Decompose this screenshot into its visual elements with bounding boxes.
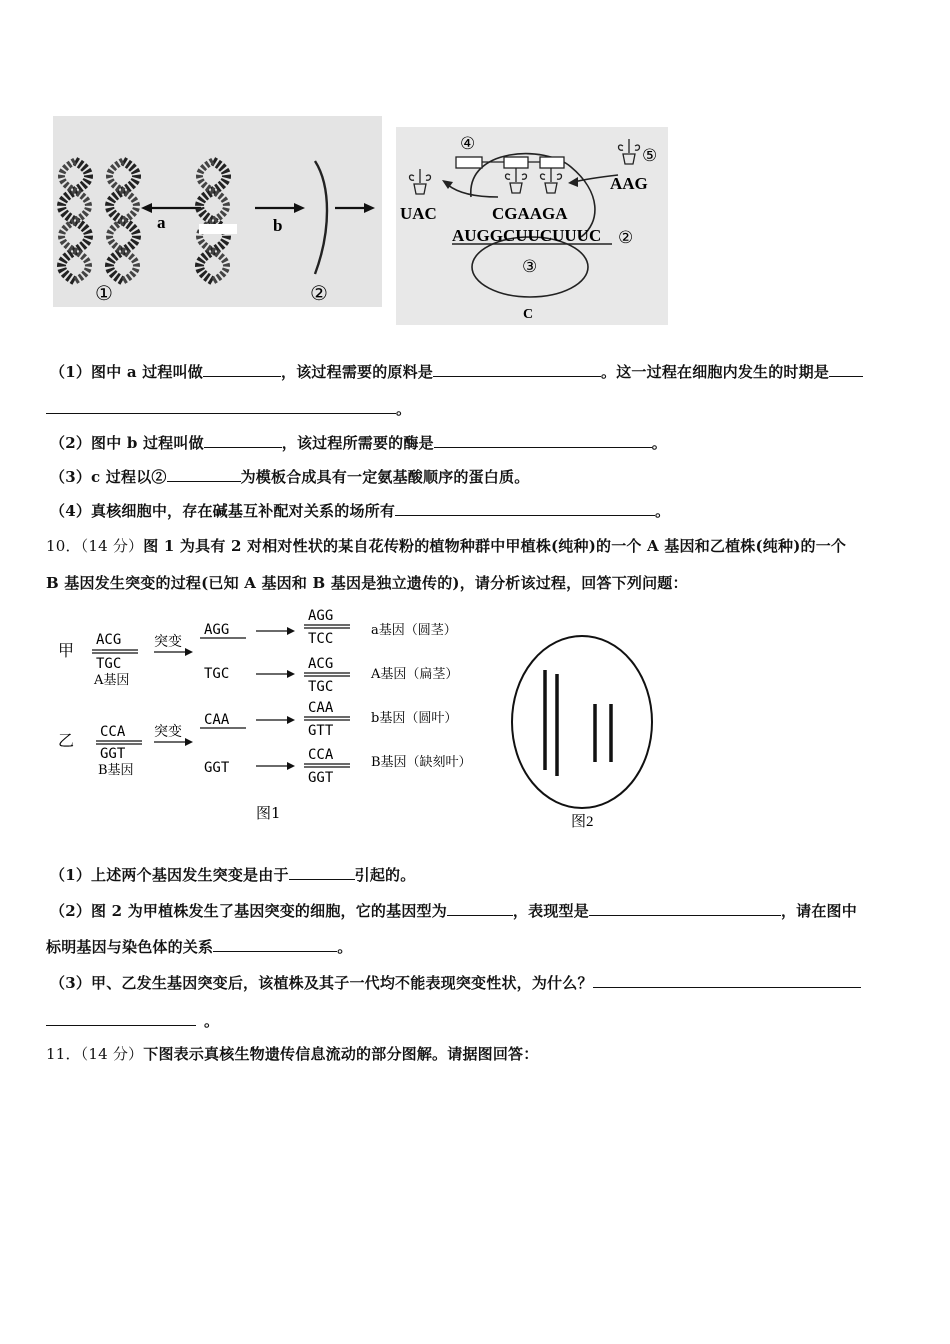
- answer-blank[interactable]: [589, 901, 781, 916]
- label-c: C: [523, 307, 534, 322]
- answer-blank[interactable]: [46, 1011, 196, 1026]
- q10-stem-2: B 基因发生突变的过程(已知 A 基因和 B 基因是独立遗传的)，请分析该过程，回答下列问题：: [46, 574, 688, 592]
- trna-free-right-icon: [619, 139, 640, 164]
- mrna-strand: [315, 161, 327, 274]
- q10-part2-cont: 标明基因与染色体的关系 。: [46, 938, 353, 956]
- answer-blank[interactable]: [167, 467, 241, 482]
- svg-text:AGG: AGG: [204, 622, 230, 638]
- q10-part1: （1）上述两个基因发生突变是由于 引起的。: [50, 866, 416, 884]
- svg-text:b基因（圆叶）: b基因（圆叶）: [371, 711, 458, 726]
- dna-helix-1: [62, 161, 89, 281]
- answer-blank[interactable]: [204, 433, 282, 448]
- svg-text:a基因（圆茎）: a基因（圆茎）: [371, 623, 457, 638]
- svg-text:ACG: ACG: [308, 656, 334, 672]
- yi-top-strand: CCA: [100, 724, 126, 740]
- cell-outline: [512, 636, 652, 808]
- label-circle-5: ⑤: [642, 146, 658, 165]
- answer-blank[interactable]: [46, 399, 396, 414]
- svg-text:GGT: GGT: [204, 760, 230, 776]
- label-mrna-sequence: AUGGCUUCUUUC: [452, 226, 602, 245]
- q9-part3: （3）c 过程以② 为模板合成具有一定氨基酸顺序的蛋白质。: [50, 468, 530, 486]
- answer-blank[interactable]: [203, 362, 281, 377]
- trna-free-left-icon: [410, 169, 431, 194]
- dna-helix-3: [199, 161, 237, 281]
- label-circle-2: ②: [310, 283, 328, 305]
- label-b: b: [273, 216, 283, 235]
- svg-text:CAA: CAA: [308, 700, 334, 716]
- amino-acid-box: [540, 157, 564, 168]
- svg-text:TGC: TGC: [308, 679, 334, 695]
- label-jia: 甲: [58, 641, 75, 660]
- label-anticodon: CGAAGA: [492, 204, 568, 223]
- answer-blank[interactable]: [289, 865, 355, 880]
- jia-bottom-strand: TGC: [96, 656, 122, 672]
- helix-diagram: [53, 116, 382, 307]
- dna-helix-2: [110, 161, 137, 281]
- jia-top-strand: ACG: [96, 632, 122, 648]
- svg-text:CAA: CAA: [204, 712, 230, 728]
- label-circle-2b: ②: [618, 228, 634, 247]
- figure-replication-transcription: [53, 116, 382, 307]
- svg-text:B基因（缺刻叶）: B基因（缺刻叶）: [371, 755, 472, 770]
- svg-text:TCC: TCC: [308, 631, 334, 647]
- svg-text:A基因（扁茎）: A基因（扁茎）: [371, 667, 459, 682]
- fig1-row: [204, 747, 472, 786]
- label-circle-1: ①: [95, 283, 113, 305]
- q9-part1-cont: 。: [46, 398, 411, 419]
- figure-2-caption: 图2: [571, 814, 594, 830]
- answer-blank[interactable]: [395, 501, 655, 516]
- label-a: a: [157, 213, 166, 232]
- label-circle-3: ③: [522, 257, 538, 276]
- jia-gene-label: A基因: [94, 673, 130, 688]
- q10-part2: （2）图 2 为甲植株发生了基因突变的细胞，它的基因型为 ，表现型是 ，请在图中: [50, 902, 857, 920]
- yi-gene-label: B基因: [98, 763, 134, 778]
- answer-blank[interactable]: [213, 937, 337, 952]
- mutation-label-yi: 突变: [154, 724, 182, 740]
- q10-part3-cont: 。: [46, 1010, 219, 1031]
- q9-part2: （2）图中 b 过程叫做 ，该过程所需要的酶是 。: [50, 434, 667, 452]
- fig1-row: [200, 608, 457, 647]
- amino-acid-box: [456, 157, 482, 168]
- amino-acid-box: [504, 157, 528, 168]
- answer-blank[interactable]: [829, 362, 863, 377]
- trna-icon: [506, 168, 562, 193]
- svg-text:GTT: GTT: [308, 723, 334, 739]
- answer-blank[interactable]: [593, 973, 861, 988]
- figure-1-caption: 图1: [256, 804, 281, 822]
- label-circle-4: ④: [460, 134, 476, 153]
- svg-text:GGT: GGT: [308, 770, 334, 786]
- translation-diagram: [396, 127, 668, 325]
- mutation-label-jia: 突变: [154, 634, 182, 650]
- figure-1-mutation: [50, 600, 500, 830]
- figure-translation: [396, 127, 668, 325]
- answer-blank[interactable]: [434, 433, 652, 448]
- label-uac: UAC: [400, 204, 437, 223]
- label-yi: 乙: [58, 731, 75, 750]
- svg-text:AGG: AGG: [308, 608, 334, 624]
- fig1-row: [204, 656, 458, 695]
- q9-part4: （4）真核细胞中，存在碱基互补配对关系的场所有 。: [50, 502, 671, 520]
- ribosome-large: [471, 154, 595, 237]
- q10-stem-1: 10．（14 分）图 1 为具有 2 对相对性状的某自花传粉的植物种群中甲植株(纯种)的一个 A 基因和乙植株(纯种)的一个: [46, 537, 847, 555]
- answer-blank[interactable]: [433, 362, 601, 377]
- figure-2-cell: [505, 630, 670, 835]
- yi-bottom-strand: GGT: [100, 746, 126, 762]
- q10-part3: （3）甲、乙发生基因突变后，该植株及其子一代均不能表现突变性状，为什么？: [50, 972, 861, 993]
- svg-text:TGC: TGC: [204, 666, 230, 682]
- label-aag: AAG: [610, 174, 648, 193]
- q11-stem: 11．（14 分）下图表示真核生物遗传信息流动的部分图解。请据图回答：: [46, 1045, 539, 1063]
- fig1-row: [200, 700, 457, 739]
- q9-part1: （1）图中 a 过程叫做 ，该过程需要的原料是 。这一过程在细胞内发生的时期是: [50, 361, 863, 382]
- answer-blank[interactable]: [447, 901, 513, 916]
- svg-text:CCA: CCA: [308, 747, 334, 763]
